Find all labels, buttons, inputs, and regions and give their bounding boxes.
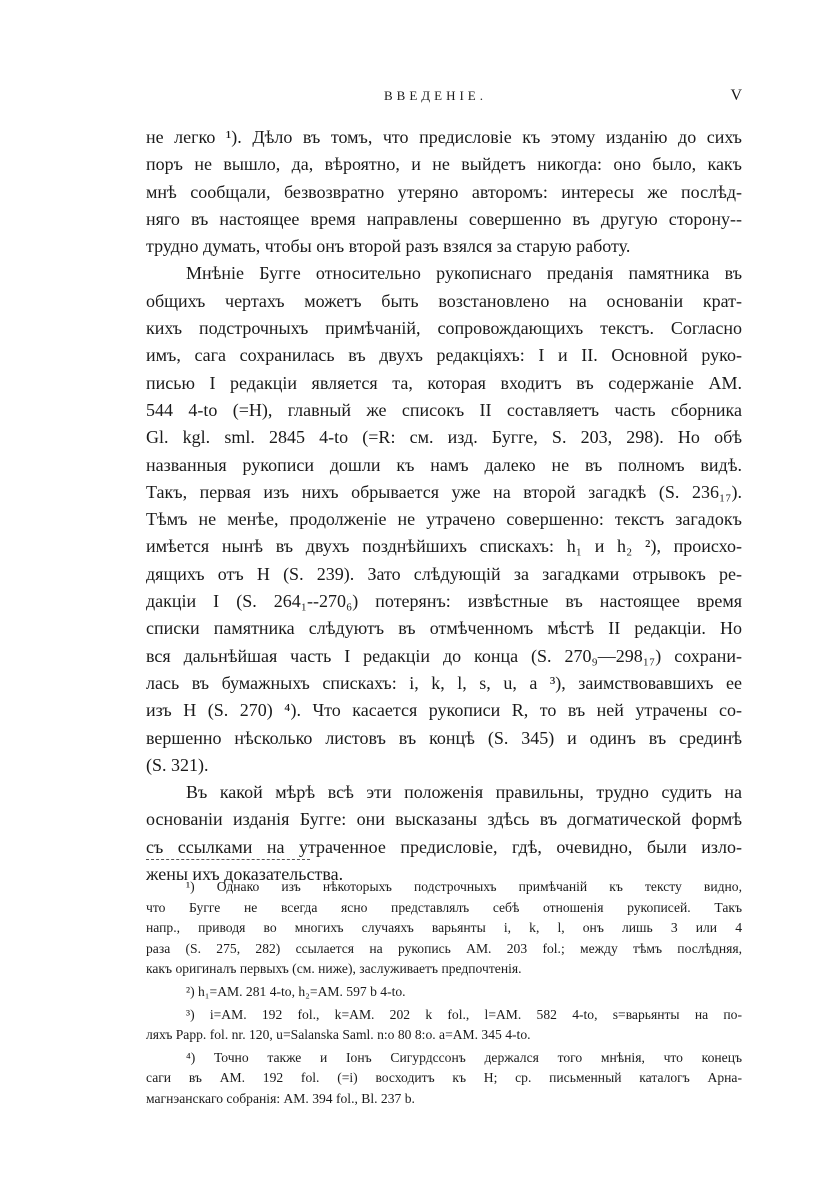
footnote-line: ⁴) Точно также и Іонъ Сигурдссонъ держался того мнѣнія, что конецъ xyxy=(186,1049,742,1065)
text-line: 544 4-to (=H), главный же списокъ II составляетъ часть сборника xyxy=(146,399,742,420)
footnote-line: раза (S. 275, 282) ссылается на рукопись AM. 203 fol.; между тѣмъ послѣдняя, xyxy=(146,940,742,956)
text-line: названныя рукописи дошли къ намъ далеко не въ полномъ видѣ. xyxy=(146,454,742,475)
text-line: Тѣмъ не менѣе, продолженіе не утрачено совершенно: текстъ загадокъ xyxy=(146,509,742,530)
text-line: имѣется нынѣ въ двухъ позднѣйшихъ спискахъ: h₁ и h₂ ²), происхо- xyxy=(146,536,742,557)
text-line: Gl. kgl. sml. 2845 4-to (=R: см. изд. Бугге, S. 203, 298). Но обѣ xyxy=(146,427,742,448)
paragraph xyxy=(146,779,742,888)
text-line: жены ихъ доказательства. xyxy=(146,864,344,885)
page-number: V xyxy=(730,87,742,104)
footnote xyxy=(146,1048,742,1110)
footnote-line: какъ оригиналъ первыхъ (см. ниже), заслуживаетъ предпочтенія. xyxy=(146,961,522,977)
footnote xyxy=(146,877,742,980)
text-line: общихъ чертахъ можетъ быть возстановлено на основаніи крат- xyxy=(146,290,742,311)
footnote-line: саги въ AM. 192 fol. (=i) восходитъ къ H; ср. письменный каталогъ Арна- xyxy=(146,1070,742,1086)
text-line: Такъ, первая изъ нихъ обрывается уже на второй загадкѣ (S. 236₁₇). xyxy=(146,481,742,502)
body-text xyxy=(146,124,742,888)
text-line: поръ не вышло, да, вѣроятно, и не выйдетъ никогда: оно было, какъ xyxy=(146,154,742,175)
footnote xyxy=(146,982,742,1003)
footnote-line: ¹) Однако изъ нѣкоторыхъ подстрочныхъ примѣчаній къ тексту видно, xyxy=(186,879,742,894)
footnote-rule xyxy=(146,859,310,860)
text-line: съ ссылками на утраченное предисловіе, гдѣ, очевидно, были изло- xyxy=(146,836,742,857)
running-head xyxy=(146,88,742,110)
text-line: дакціи I (S. 264₁--270₆) потерянъ: извѣстные въ настоящее время xyxy=(146,591,742,612)
text-line: дящихъ отъ H (S. 239). Зато слѣдующій за загадками отрывокъ ре- xyxy=(146,563,742,584)
text-line: писью I редакціи является та, которая входитъ въ содержаніе AM. xyxy=(146,372,742,393)
text-line: имъ, сага сохранилась въ двухъ редакціяхъ: I и II. Основной руко- xyxy=(146,345,742,366)
running-title: ВВЕДЕНІЕ. xyxy=(384,88,487,103)
text-line: Мнѣніе Бугге относительно рукописнаго преданія памятника въ xyxy=(186,263,742,284)
footnote-line: что Бугге не всегда ясно представлялъ себѣ отношенія рукописей. Такъ xyxy=(146,899,742,915)
text-line: няго въ настоящее время направлены совершенно въ другую сторону-- xyxy=(146,208,742,229)
text-line: кихъ подстрочныхъ примѣчаній, сопровождающихъ текстъ. Согласно xyxy=(146,318,742,339)
text-line: вершенно нѣсколько листовъ въ концѣ (S. 345) и одинъ въ срединѣ xyxy=(146,727,742,748)
text-line: основаніи изданія Бугге: они высказаны здѣсь въ догматической формѣ xyxy=(146,809,742,830)
footnotes xyxy=(146,877,742,1110)
text-line: изъ H (S. 270) ⁴). Что касается рукописи R, то въ ней утрачены со- xyxy=(146,700,742,721)
text-line: Въ какой мѣрѣ всѣ эти положенія правильны, трудно судить на xyxy=(186,782,742,803)
text-line: (S. 321). xyxy=(146,754,209,775)
text-line: вся дальнѣйшая часть I редакціи до конца (S. 270₉—298₁₇) сохрани- xyxy=(146,645,742,666)
text-line: мнѣ сообщали, безвозвратно утеряно авторомъ: интересы же послѣд- xyxy=(146,181,742,202)
text-line: лась въ бумажныхъ спискахъ: i, k, l, s, u, a ³), заимствовавшихъ ее xyxy=(146,672,742,693)
paragraph xyxy=(146,260,742,779)
text-line: списки памятника слѣдуютъ въ отмѣченномъ мѣстѣ II редакціи. Но xyxy=(146,618,742,639)
footnote-line: ³) i=AM. 192 fol., k=AM. 202 k fol., l=AM. 582 4-to, s=варьянты на по- xyxy=(186,1006,742,1022)
paragraph xyxy=(146,124,742,260)
footnote xyxy=(146,1005,742,1046)
text-line: не легко ¹). Дѣло въ томъ, что предисловіе къ этому изданію до сихъ xyxy=(146,127,742,147)
footnote-line: ляхъ Papp. fol. nr. 120, u=Salanska Saml. n:o 80 8:o. a=AM. 345 4-to. xyxy=(146,1027,531,1043)
footnote-line: магнэанскаго собранія: AM. 394 fol., Bl. 237 b. xyxy=(146,1090,415,1106)
footnote-line: напр., приводя во многихъ случаяхъ варьянты i, k, l, онъ лишь 3 или 4 xyxy=(146,920,742,936)
footnote-line: ²) h₁=AM. 281 4-to, h₂=AM. 597 b 4-to. xyxy=(186,983,406,999)
text-line: трудно думать, чтобы онъ второй разъ взялся за старую работу. xyxy=(146,236,631,257)
